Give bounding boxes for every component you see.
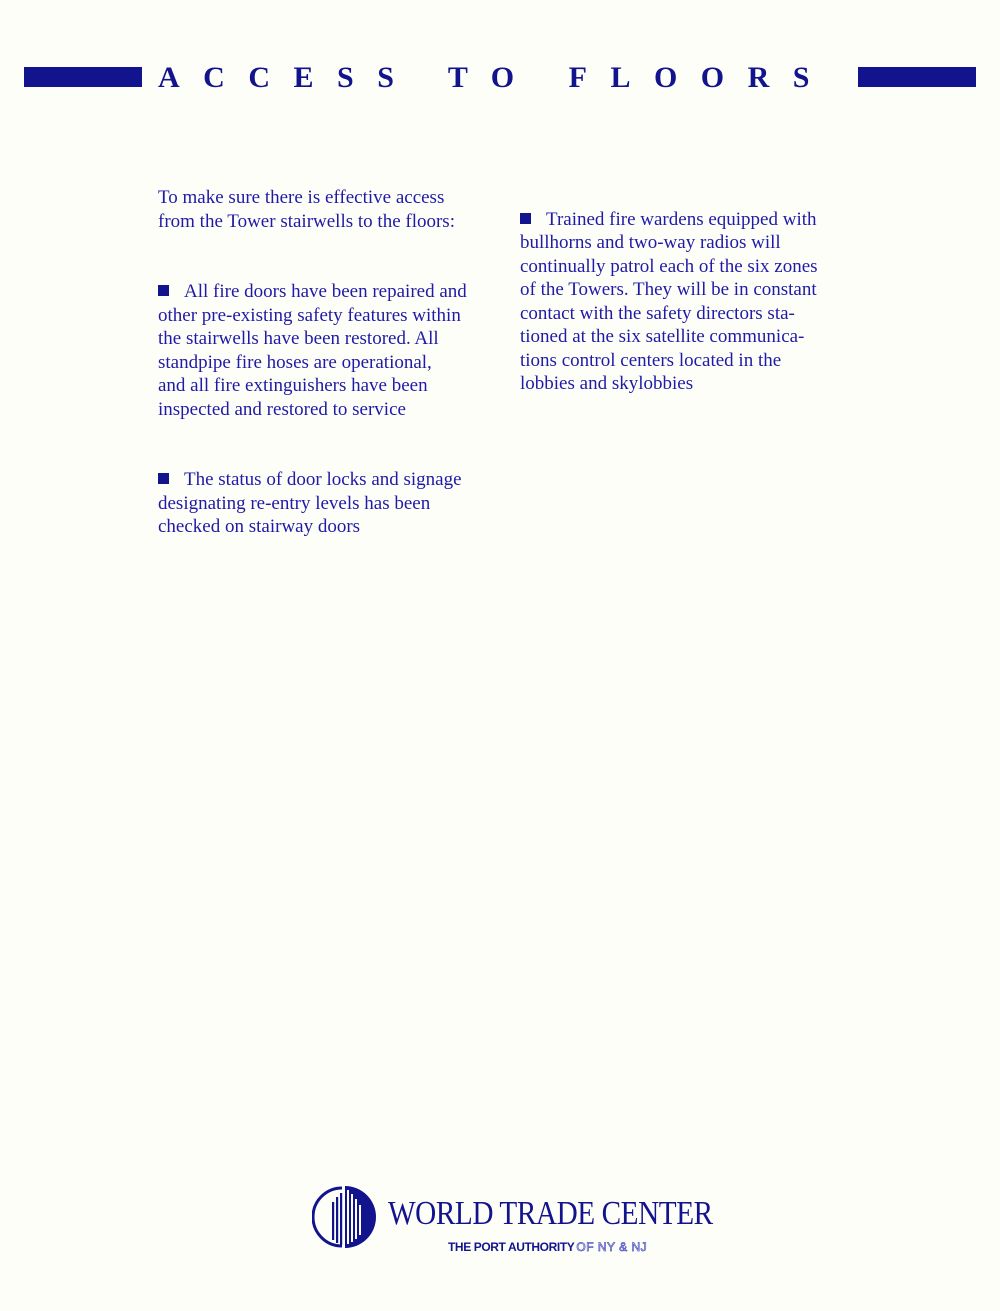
logo-subtitle-outline: OF NY & NJ <box>576 1240 648 1254</box>
bullet-square-icon <box>520 213 531 224</box>
bullet-text: All fire doors have been repaired and other pre-existing safety features within the stairwells have been restored. All standpipe fire hoses are operational, and all fire extinguishers have been inspected and restored to service <box>158 281 467 420</box>
bullet-square-icon <box>158 285 169 296</box>
bullet-text: Trained fire wardens equipped with bullhorns and two-way radios will continually patrol each of the six zones of the Towers. They will be in constant contact with the safety directors sta- tioned at the six satellite communica- tions control centers located in the lobbies and skylobbies <box>520 208 818 394</box>
page-header <box>0 58 1000 98</box>
left-column <box>158 184 513 562</box>
bullet-text: The status of door locks and signage designating re-entry levels has been checked on stairway doors <box>158 469 462 537</box>
header-bar-left <box>24 67 142 87</box>
bullet-item <box>158 257 513 422</box>
intro-paragraph: To make sure there is effective access from the Tower stairwells to the floors: <box>158 187 455 232</box>
world-trade-center-logo-icon <box>312 1184 378 1250</box>
right-column <box>520 184 875 419</box>
logo-subtitle-bold: THE PORT AUTHORITY <box>448 1240 575 1254</box>
logo-subtitle <box>448 1240 647 1254</box>
header-bar-right <box>858 67 976 87</box>
bullet-item <box>520 184 875 396</box>
footer-logo <box>312 1180 732 1260</box>
bullet-square-icon <box>158 473 169 484</box>
logo-title: WORLD TRADE CENTER <box>388 1195 713 1232</box>
page-title: ACCESS TO FLOORS <box>158 61 833 94</box>
bullet-item <box>158 445 513 539</box>
